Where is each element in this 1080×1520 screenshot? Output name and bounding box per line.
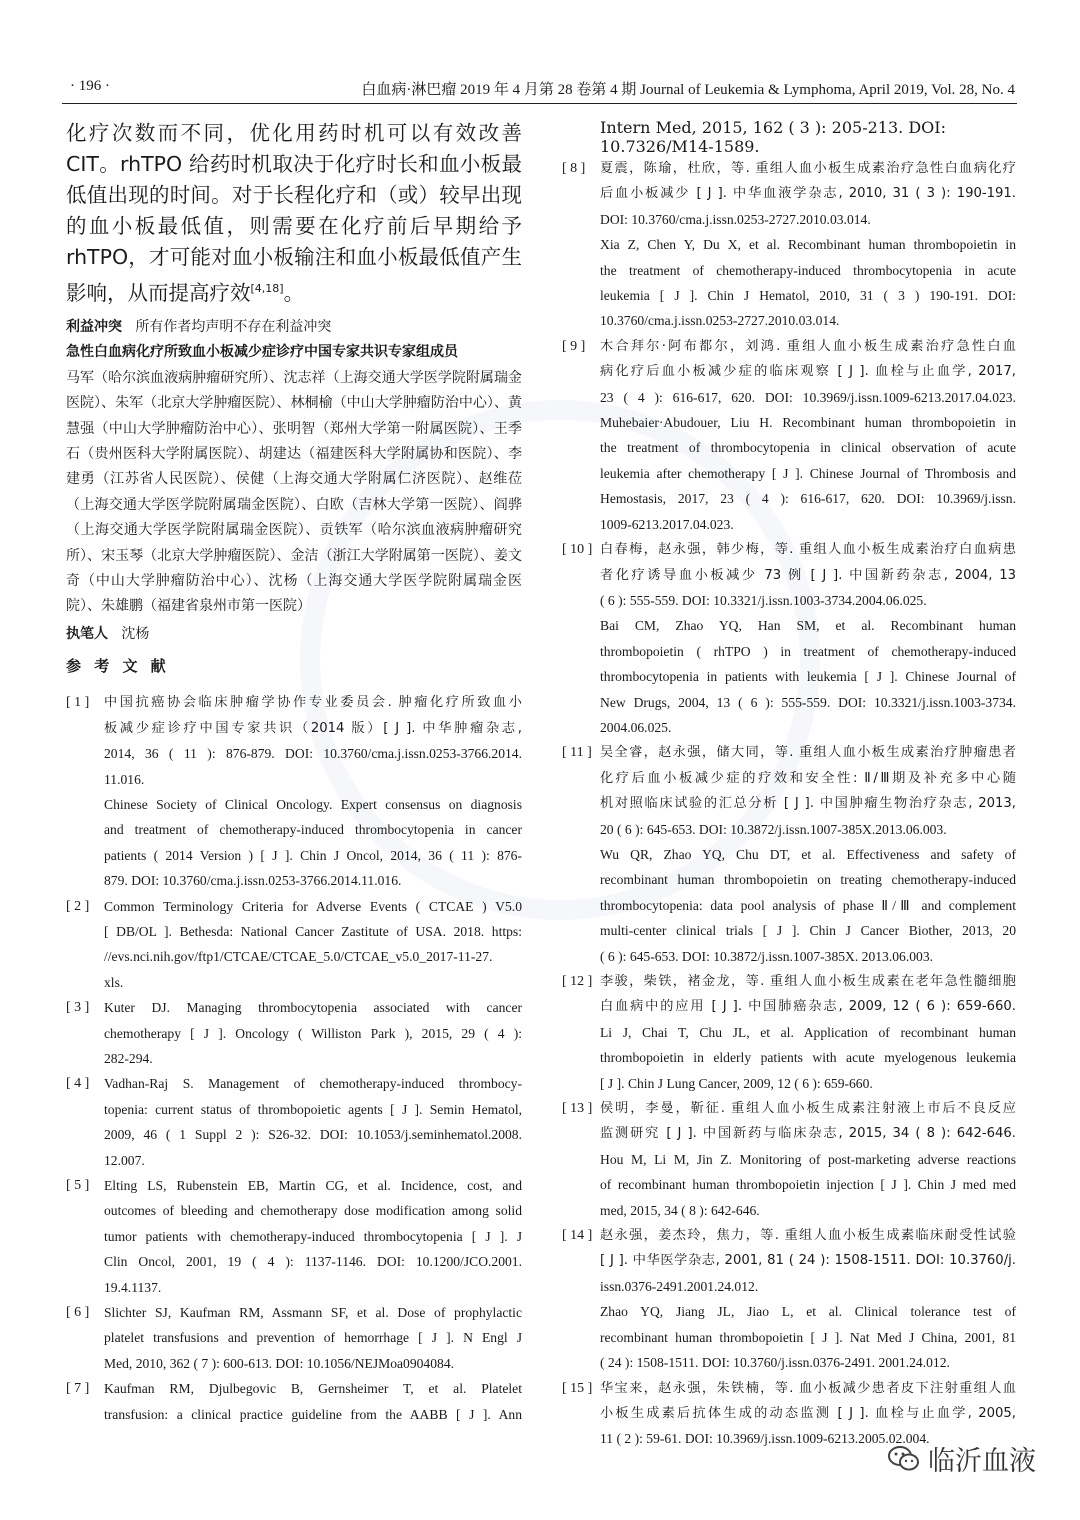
reference-line: recombinant human thrombopoietin [ J ]. Nat Med J China, 2001, 81 <box>600 1329 1016 1345</box>
reference-number: [ 4 ] <box>66 1076 90 1092</box>
reference-line: thrombopoietin in elderly patients with acute myelogenous leukemia <box>600 1050 1016 1066</box>
reference-number: [ 9 ] <box>562 338 586 354</box>
reference-line: outcomes of bleeding and chemotherapy dose modification among solid <box>104 1203 522 1219</box>
expert-group-title: 急性白血病化疗所致血小板减少症诊疗中国专家共识专家组成员 <box>66 344 458 361</box>
reference-line: 中国抗癌协会临床肿瘤学协作专业委员会. 肿瘤化疗所致血小 <box>104 695 522 711</box>
reference-number: [ 3 ] <box>66 1000 90 1016</box>
author-line: 执笔人 沈杨 <box>66 625 150 642</box>
references-left <box>66 690 522 1427</box>
reference-line: New Drugs, 2004, 13 ( 6 ): 555-559. DOI: 10.3321/j.issn.1003-3734. <box>600 694 1016 710</box>
reference-line: issn.0376-2491.2001.24.012. <box>600 1278 759 1294</box>
wechat-watermark <box>888 1439 1036 1478</box>
reference-line: Hou M, Li M, Jin Z. Monitoring of post-marketing adverse reactions <box>600 1151 1016 1167</box>
reference-line: multi-center clinical trials [ J ]. Chin J Cancer Biother, 2013, 20 <box>600 923 1016 939</box>
reference-number: [ 8 ] <box>562 161 586 176</box>
reference-line: 19.4.1137. <box>104 1279 162 1295</box>
reference-item <box>562 740 1016 969</box>
reference-line: of recombinant human thrombopoietin injection [ J ]. Chin J med med <box>600 1177 1016 1193</box>
reference-line: Kuter DJ. Managing thrombocytopenia associated with cancer <box>104 1000 522 1016</box>
references-heading: 参 考 文 献 <box>66 657 170 676</box>
lead-paragraph: 化疗次数而不同，优化用药时机可以有效改善 CIT。rhTPO 给药时机取决于化疗时长和血小板最低值出现的时间。对于长程化疗和（或）较早出现的血小板最低值，则需要在化疗前后早期给予 rhTPO，才可能对血小板输注和血小板最低值产生影响，从而提高疗效[4,18]。 <box>66 121 522 305</box>
reference-line: the treatment of chemotherapy-induced thrombocytopenia in acute <box>600 262 1016 278</box>
references-right <box>562 156 1016 1452</box>
reference-item <box>66 1376 522 1427</box>
reference-line: transfusion: a clinical practice guideline from the AABB [ J ]. Ann <box>104 1406 522 1422</box>
wechat-icon <box>888 1445 920 1473</box>
reference-item <box>562 969 1016 1096</box>
reference-item <box>66 1071 522 1173</box>
reference-line: 白春梅，赵永强，韩少梅，等. 重组人血小板生成素治疗白血病患 <box>600 542 1016 558</box>
reference-line: 赵永强，姜杰玲，焦力，等. 重组人血小板生成素临床耐受性试验 <box>600 1228 1016 1244</box>
reference-line: leukemia [ J ]. Chin J Hematol, 2010, 31 ( 3 ) 190-191. DOI: <box>600 288 1016 304</box>
reference-line: 者化疗诱导血小板减少 73 例 [ J ]. 中国新药杂志, 2004, 13 <box>600 567 1016 583</box>
reference-line: 病化疗后血小板减少症的临床观察 [ J ]. 血栓与止血学, 2017, <box>600 364 1016 380</box>
reference-line: DOI: 10.3760/cma.j.issn.0253-2727.2010.03.014. <box>600 211 871 227</box>
reference-item <box>562 1223 1016 1375</box>
reference-line: 20 ( 6 ): 645-653. DOI: 10.3872/j.issn.1007-385X.2013.06.003. <box>600 821 947 837</box>
reference-line: [ DB/OL ]. Bethesda: National Cancer Zastitute of USA. 2018. https: <box>104 923 522 939</box>
reference-line: Chinese Society of Clinical Oncology. Expert consensus on diagnosis <box>104 796 522 812</box>
reference-line: Slichter SJ, Kaufman RM, Assmann SF, et al. Dose of prophylactic <box>104 1305 522 1321</box>
reference-line: 侯明，李曼，靳征. 重组人血小板生成素注射液上市后不良反应 <box>600 1101 1016 1117</box>
reference-line: 11 ( 2 ): 59-61. DOI: 10.3969/j.issn.1009-6213.2005.02.004. <box>600 1431 930 1447</box>
reference-line: 夏震，陈瑜，杜欣，等. 重组人血小板生成素治疗急性白血病化疗 <box>600 161 1016 176</box>
reference-line: [ J ]. Chin J Lung Cancer, 2009, 12 ( 6 ): 659-660. <box>600 1075 873 1091</box>
left-column <box>66 118 522 1427</box>
reference-line: 11.016. <box>104 771 145 787</box>
header-rule <box>62 103 1017 104</box>
reference-line: 12.007. <box>104 1152 145 1168</box>
reference-line: recombinant human thrombopoietin on treating chemotherapy-induced <box>600 872 1016 888</box>
reference-7-continued <box>562 118 1016 156</box>
reference-line: Bai CM, Zhao YQ, Han SM, et al. Recombinant human <box>600 618 1016 634</box>
reference-line: Vadhan-Raj S. Management of chemotherapy-induced thrombocy- <box>104 1076 522 1092</box>
reference-line: //evs.nci.nih.gov/ftp1/CTCAE/CTCAE_5.0/CTCAE_v5.0_2017-11-27. <box>104 949 493 965</box>
reference-item <box>562 1096 1016 1223</box>
reference-line: 李骏，柴铁，褚金龙，等. 重组人血小板生成素在老年急性髓细胞 <box>600 974 1016 989</box>
citation: [4,18] <box>250 282 284 295</box>
reference-line: 华宝来，赵永强，朱铁楠，等. 血小板减少患者皮下注射重组人血 <box>600 1380 1016 1396</box>
expert-group-members: 马军（哈尔滨血液病肿瘤研究所）、沈志祥（上海交通大学医学院附属瑞金医院）、朱军（北京大学肿瘤医院）、林桐榆（中山大学肿瘤防治中心）、黄慧强（中山大学肿瘤防治中心）、张明智（郑州大学第一附属医院）、王季石（贵州医科大学附属医院）、胡建达（福建医科大学附属协和医院）、李建勇（江苏省人民医院）、侯健（上海交通大学附属仁济医院）、赵维莅（上海交通大学医学院附属瑞金医院）、白欧（吉林大学第一医院）、阎骅（上海交通大学医学院附属瑞金医院）、贡铁军（哈尔滨血液病肿瘤研究所）、宋玉琴（北京大学肿瘤医院）、金洁（浙江大学附属第一医院）、姜文奇（中山大学肿瘤防治中心）、沈杨（上海交通大学医学院附属瑞金医院）、朱雄鹏（福建省泉州市第一医院） <box>66 369 522 615</box>
reference-line: Kaufman RM, Djulbegovic B, Gernsheimer T, et al. Platelet <box>104 1381 522 1397</box>
right-column <box>562 118 1016 1452</box>
reference-line: Hemostasis, 2017, 23 ( 4 ): 616-617, 620. DOI: 10.3969/j.issn. <box>600 491 1016 507</box>
reference-line: 监测研究 [ J ]. 中国新药与临床杂志, 2015, 34 ( 8 ): 642-646. <box>600 1126 1016 1142</box>
reference-item <box>66 894 522 996</box>
reference-line: Common Terminology Criteria for Adverse Events ( CTCAE ) V5.0 <box>104 898 522 914</box>
reference-line: and treatment of chemotherapy-induced thrombocytopenia in cancer <box>104 822 522 838</box>
reference-line: 化疗后血小板减少症的疗效和安全性: Ⅱ/Ⅲ期及补充多中心随 <box>600 770 1016 786</box>
reference-line: 2004.06.025. <box>600 719 672 735</box>
reference-line: Med, 2010, 362 ( 7 ): 600-613. DOI: 10.1056/NEJMoa0904084. <box>104 1355 455 1371</box>
reference-line: 小板生成素后抗体生成的动态监测 [ J ]. 血栓与止血学, 2005, <box>600 1405 1016 1421</box>
reference-number: [ 1 ] <box>66 695 90 711</box>
reference-item <box>66 995 522 1071</box>
reference-number: [ 14 ] <box>562 1228 593 1244</box>
reference-line: thrombocytopenia: data pool analysis of phase Ⅱ/Ⅲ and complement <box>600 897 1016 913</box>
reference-line: Elting LS, Rubenstein EB, Martin CG, et al. Incidence, cost, and <box>104 1178 522 1193</box>
reference-line: 白血病中的应用 [ J ]. 中国肺癌杂志, 2009, 12 ( 6 ): 659-660. <box>600 999 1016 1015</box>
reference-line: Li J, Chai T, Chu JL, et al. Application of recombinant human <box>600 1024 1016 1040</box>
reference-line: ( 6 ): 555-559. DOI: 10.3321/j.issn.1003-3734.2004.06.025. <box>600 592 927 608</box>
reference-item <box>66 1300 522 1376</box>
reference-line: ( 24 ): 1508-1511. DOI: 10.3760/j.issn.0376-2491. 2001.24.012. <box>600 1355 950 1371</box>
reference-line: Xia Z, Chen Y, Du X, et al. Recombinant human thrombopoietin in <box>600 237 1016 253</box>
reference-line: tumor patients with chemotherapy-induced thrombocytopenia [ J ]. J <box>104 1228 522 1244</box>
reference-line: topenia: current status of thrombopoietic agents [ J ]. Semin Hematol, <box>104 1101 522 1117</box>
reference-line: 2009, 46 ( 1 Suppl 2 ): S26-32. DOI: 10.1053/j.seminhematol.2008. <box>104 1127 522 1143</box>
reference-line: thrombopoietin ( rhTPO ) in treatment of chemotherapy-induced <box>600 643 1016 659</box>
reference-line: 后血小板减少 [ J ]. 中华血液学杂志, 2010, 31 ( 3 ): 190-191. <box>600 186 1016 202</box>
reference-line: 1009-6213.2017.04.023. <box>600 516 734 532</box>
reference-item <box>66 690 522 893</box>
reference-line: 木合拜尔·阿布都尔，刘鸿. 重组人血小板生成素治疗急性白血 <box>600 338 1016 354</box>
reference-number: [ 12 ] <box>562 974 593 989</box>
conflict-statement: 利益冲突 所有作者均声明不存在利益冲突 <box>66 319 332 335</box>
reference-line: leukemia after chemotherapy [ J ]. Chinese Journal of Thrombosis and <box>600 465 1016 481</box>
running-header <box>70 76 1015 102</box>
reference-line: xls. <box>104 974 124 990</box>
reference-line: [ J ]. 中华医学杂志, 2001, 81 ( 24 ): 1508-1511. DOI: 10.3760/j. <box>600 1253 1016 1269</box>
reference-line: 10.3760/cma.j.issn.0253-2727.2010.03.014. <box>600 313 840 329</box>
reference-item <box>562 334 1016 537</box>
reference-number: [ 10 ] <box>562 542 593 558</box>
reference-line: 23 ( 4 ): 616-617, 620. DOI: 10.3969/j.issn.1009-6213.2017.04.023. <box>600 389 1016 405</box>
reference-line: Wu QR, Zhao YQ, Chu DT, et al. Effectiveness and safety of <box>600 846 1016 862</box>
reference-number: [ 7 ] <box>66 1381 90 1397</box>
reference-line: platelet transfusions and prevention of hemorrhage [ J ]. N Engl J <box>104 1330 522 1346</box>
reference-line: med, 2015, 34 ( 8 ): 642-646. <box>600 1202 760 1218</box>
reference-item <box>562 156 1016 334</box>
reference-number: [ 13 ] <box>562 1101 593 1117</box>
reference-line: 板减少症诊疗中国专家共识（2014 版）[ J ]. 中华肿瘤杂志, <box>104 720 522 736</box>
reference-line: 879. DOI: 10.3760/cma.j.issn.0253-3766.2014.11.016. <box>104 873 402 889</box>
reference-line: 282-294. <box>104 1050 153 1066</box>
reference-line: chemotherapy [ J ]. Oncology ( Williston Park ), 2015, 29 ( 4 ): <box>104 1025 522 1041</box>
reference-line: Intern Med, 2015, 162 ( 3 ): 205-213. DOI: 10.7326/M14-1589. <box>600 118 946 156</box>
running-title: 白血病·淋巴瘤 2019 年 4 月第 28 卷第 4 期 Journal of Leukemia & Lymphoma, April 2019, Vol. 28, No. 4 <box>361 82 1015 98</box>
reference-line: 机对照临床试验的汇总分析 [ J ]. 中国肿瘤生物治疗杂志, 2013, <box>600 796 1016 812</box>
reference-number: [ 5 ] <box>66 1178 90 1193</box>
page-number: · 196 · <box>70 78 110 94</box>
reference-line: 2014, 36 ( 11 ): 876-879. DOI: 10.3760/cma.j.issn.0253-3766.2014. <box>104 746 522 762</box>
wechat-account-name: 临沂血液 <box>928 1446 1036 1477</box>
reference-line: Clin Oncol, 2001, 19 ( 4 ): 1137-1146. DOI: 10.1200/JCO.2001. <box>104 1254 522 1270</box>
reference-item <box>66 1173 522 1300</box>
reference-number: [ 15 ] <box>562 1380 593 1396</box>
reference-number: [ 6 ] <box>66 1305 90 1321</box>
reference-line: Zhao YQ, Jiang JL, Jiao L, et al. Clinical tolerance test of <box>600 1304 1016 1320</box>
reference-number: [ 2 ] <box>66 898 90 914</box>
reference-line: 吴全睿，赵永强，储大同，等. 重组人血小板生成素治疗肿瘤患者 <box>600 745 1016 761</box>
reference-item <box>562 537 1016 740</box>
reference-line: the treatment of thrombocytopenia in clinical observation of acute <box>600 440 1016 456</box>
reference-line: thrombocytopenia in patients with leukemia [ J ]. Chinese Journal of <box>600 669 1016 685</box>
reference-number: [ 11 ] <box>562 745 592 761</box>
reference-line: Muhebaier·Abudouer, Liu H. Recombinant human thrombopoietin in <box>600 415 1016 431</box>
reference-line: ( 6 ): 645-653. DOI: 10.3872/j.issn.1007-385X. 2013.06.003. <box>600 948 934 964</box>
reference-line: patients ( 2014 Version ) [ J ]. Chin J Oncol, 2014, 36 ( 11 ): 876- <box>104 847 522 863</box>
